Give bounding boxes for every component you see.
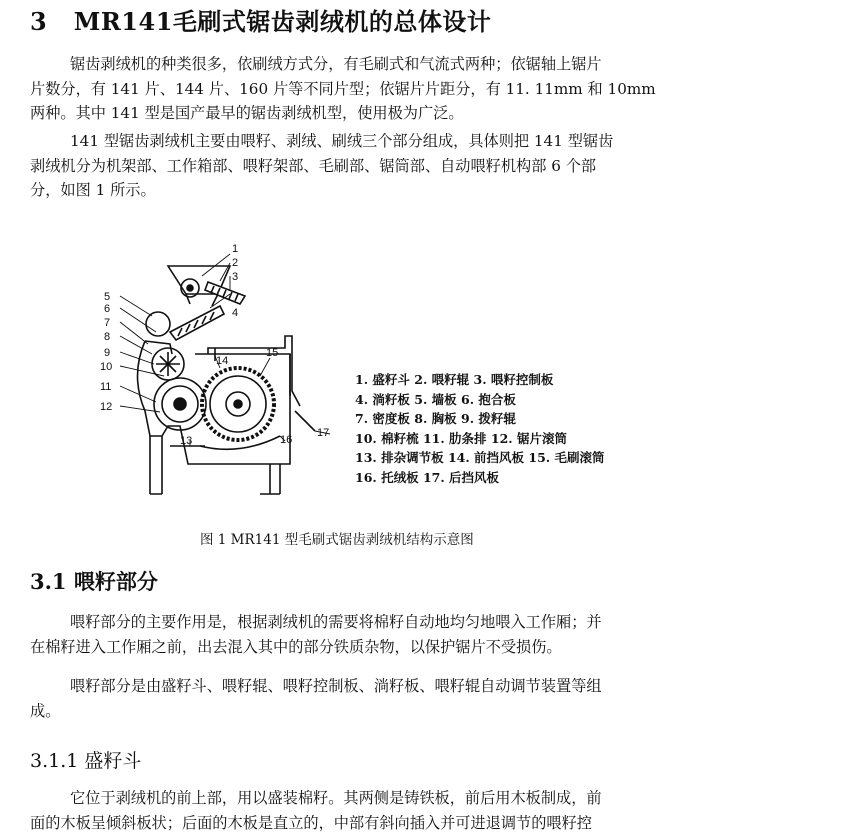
callout-6: 6	[104, 303, 111, 315]
text-line: 两种。其中 141 型是国产最早的锯齿剥绒机型，使用极为广泛。	[30, 104, 464, 122]
chapter-title: MR141毛刷式锯齿剥绒机的总体设计	[73, 7, 492, 36]
subsection-heading: 3.1.1 盛籽斗	[30, 750, 142, 772]
callout-2: 2	[232, 257, 239, 269]
figure-caption: 图 1 MR141 型毛刷式锯齿剥绒机结构示意图	[200, 532, 474, 548]
callout-14: 14	[216, 355, 229, 367]
text-line: 剥绒机分为机架部、工作箱部、喂籽架部、毛刷部、锯筒部、自动喂籽机构部 6 个部	[30, 156, 597, 175]
section-paragraph-1	[30, 610, 736, 659]
text-line: 喂籽部分的主要作用是，根据剥绒机的需要将棉籽自动地均匀地喂入工作厢；并	[70, 613, 602, 631]
callout-16: 16	[280, 434, 293, 446]
text-line: 片数分，有 141 片、144 片、160 片等不同片型；依锯片片距分，有 11. 11mm 和 10mm	[30, 79, 656, 98]
intro-paragraph-1	[30, 52, 736, 126]
text-line: 面的木板呈倾斜板状；后面的木板是直立的，中部有斜向插入并可进退调节的喂籽控	[30, 813, 592, 832]
callout-4: 4	[232, 307, 239, 319]
section-paragraph-2	[30, 674, 736, 723]
legend-line: 16. 托绒板 17. 后挡风板	[355, 469, 500, 485]
callout-11: 11	[100, 381, 112, 393]
intro-paragraph-2	[30, 129, 736, 203]
callout-12: 12	[100, 401, 113, 413]
fiber-board	[200, 436, 280, 449]
subsection-paragraph-1	[30, 786, 736, 835]
text-line: 锯齿剥绒机的种类很多，依刷绒方式分，有毛刷式和气流式两种；依锯轴上锯片	[70, 55, 602, 73]
machine-body	[138, 341, 291, 464]
callout-5: 5	[104, 291, 111, 303]
chapter-heading	[30, 2, 491, 37]
text-line: 分，如图 1 所示。	[30, 181, 156, 199]
callout-8: 8	[104, 331, 111, 343]
text-line: 喂籽部分是由盛籽斗、喂籽辊、喂籽控制板、淌籽板、喂籽辊自动调节装置等组	[70, 677, 602, 695]
callout-13: 13	[180, 435, 193, 447]
text-line: 成。	[30, 701, 61, 720]
figure-legend	[355, 370, 605, 487]
chapter-number: 3	[30, 7, 48, 36]
callout-1: 1	[232, 243, 239, 255]
rear-baffle	[295, 411, 315, 431]
legend-line: 13. 排杂调节板 14. 前挡风板 15. 毛刷滚筒	[355, 450, 605, 465]
legend-line: 10. 棉籽梳 11. 肋条排 12. 锯片滚筒	[355, 430, 567, 446]
callout-10: 10	[100, 361, 113, 373]
legend-line: 4. 淌籽板 5. 墙板 6. 抱合板	[355, 391, 516, 407]
text-line: 它位于剥绒机的前上部，用以盛装棉籽。其两侧是铸铁板，前后用木板制成，前	[70, 789, 602, 807]
legend-line: 7. 密度板 8. 胸板 9. 拨籽辊	[355, 411, 516, 426]
text-line: 在棉籽进入工作厢之前，出去混入其中的部分铁质杂物，以保护锯片不受损伤。	[30, 637, 562, 656]
callout-17: 17	[317, 427, 330, 439]
legend-line: 1. 盛籽斗 2. 喂籽辊 3. 喂籽控制板	[355, 372, 554, 387]
callout-15: 15	[266, 347, 279, 359]
section-heading: 3.1 喂籽部分	[30, 569, 158, 594]
callout-3: 3	[232, 271, 239, 283]
callout-7: 7	[104, 317, 111, 329]
text-line: 141 型锯齿剥绒机主要由喂籽、剥绒、刷绒三个部分组成，具体则把 141 型锯齿	[70, 132, 614, 150]
callout-9: 9	[104, 347, 111, 359]
